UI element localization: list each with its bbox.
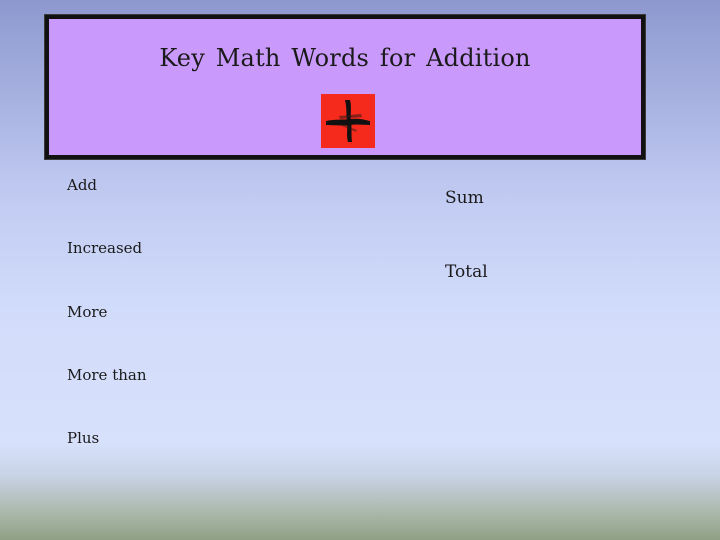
word-total: Total — [445, 262, 488, 282]
word-more: More — [67, 303, 108, 321]
word-sum: Sum — [445, 188, 484, 208]
plus-sign-graphic — [321, 94, 375, 148]
plus-sign-icon — [321, 94, 375, 148]
word-increased: Increased — [67, 239, 143, 257]
slide-title: Key Math Words for Addition — [159, 44, 531, 72]
title-box — [45, 15, 645, 159]
word-more-than: More than — [67, 366, 147, 384]
word-plus: Plus — [67, 429, 100, 447]
word-add: Add — [67, 176, 98, 194]
